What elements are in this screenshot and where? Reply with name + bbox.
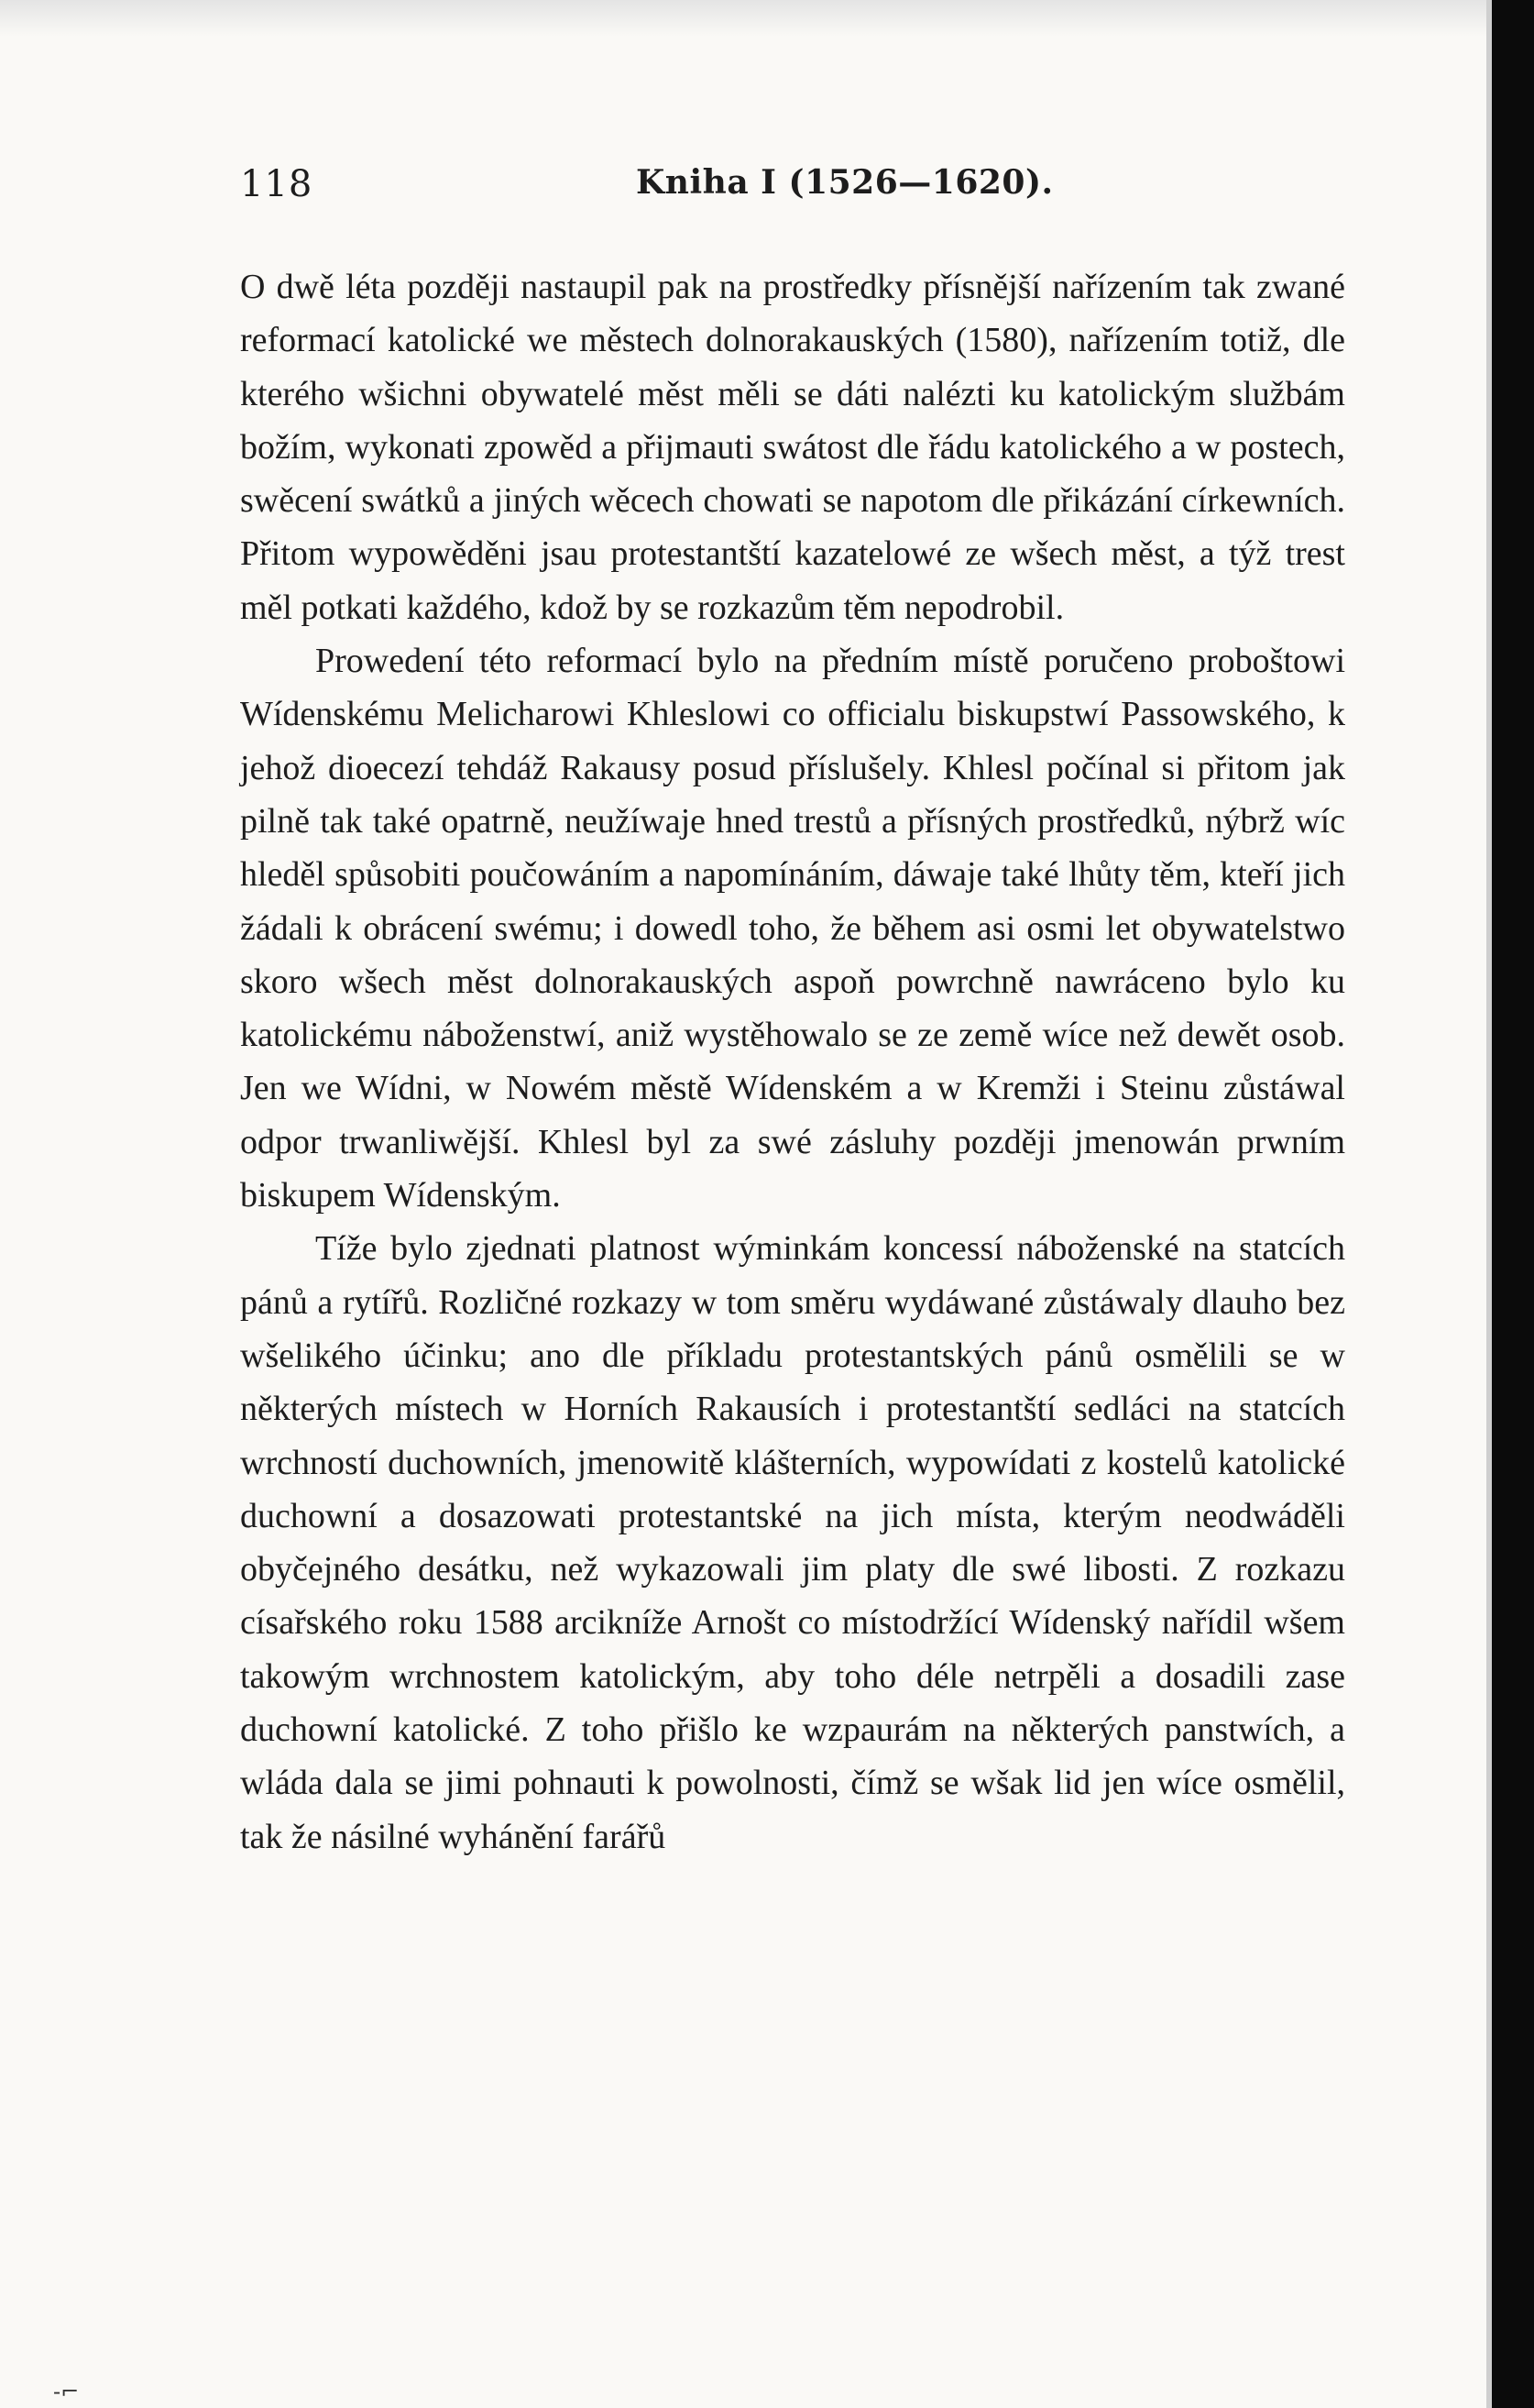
running-title: Kniha I (1526—1620). bbox=[636, 163, 1054, 202]
body-text bbox=[240, 260, 1345, 1864]
scan-black-border bbox=[1492, 0, 1534, 2408]
page-header bbox=[0, 163, 1486, 218]
scan-top-shadow bbox=[0, 0, 1486, 37]
paragraph-3: Tíže bylo zjednati platnost wýminkám koncessí náboženské na statcích pánů a rytířů. Rozličné rozkazy w tom směru wydáwané zůstáwaly dlauho bez wšelikého účinku; ano dle příkladu protestantských pánů osmělili se w některých místech w Horních Rakausích i protestantští sedláci na statcích wrchností duchowních, jmenowitě klášterních, wypowídati z kostelů katolické duchowní a dosazowati protestantské na jich místa, kterým neodwáděli obyčejného desátku, než wykazowali jim platy dle swé libosti. Z rozkazu císařského roku 1588 arcikníže Arnošt co místodržící Wídenský nařídil wšem takowým wrchnostem katolickým, aby toho déle netrpěli a dosadili zase duchowní katolické. Z toho přišlo ke wzpaurám na některých panstwích, a wláda dala se jimi pohnauti k powolnosti, čímž se wšak lid jen wíce osmělil, tak že násilné wyhánění farářů bbox=[240, 1229, 1345, 1856]
paragraph-1: O dwě léta později nastaupil pak na prostředky přísnější nařízením tak zwané reformací katolické we městech dolnorakauských (1580), nařízením totiž, dle kterého wšichni obywatelé měst měli se dáti nalézti ku katolickým službám božím, wykonati zpowěd a přijmauti swátost dle řádu katolického a w postech, swěcení swátků a jiných wěcech chowati se napotom dle přikázání církewních. Přitom wypowěděni jsau protestantští kazatelowé ze wšech měst, a týž trest měl potkati každého, kdož by se rozkazům těm nepodrobil. bbox=[240, 268, 1345, 627]
page-number: 118 bbox=[240, 163, 313, 205]
scan-corner-mark: -⌐ bbox=[53, 2379, 80, 2404]
paragraph-2: Prowedení této reformací bylo na předním místě poručeno proboštowi Wídenskému Melicharowi Khleslowi co officialu biskupstwí Passowského, k jehož dioecezí tehdáž Rakausy posud příslušely. Khlesl počínal si přitom jak pilně tak také opatrně, neužíwaje hned trestů a přísných prostředků, nýbrž wíc hleděl spůsobiti poučowáním a napomínáním, dáwaje také lhůty těm, kteří jich žádali k obrácení swému; i dowedl toho, že během asi osmi let obywatelstwo skoro wšech měst dolnorakauských aspoň powrchně nawráceno bylo ku katolickému náboženstwí, aniž wystěhowalo se ze země wíce než dewět osob. Jen we Wídni, w Nowém městě Wídenském a w Kremži i Steinu zůstáwal odpor trwanliwější. Khlesl byl za swé zásluhy později jmenowán prwním biskupem Wídenským. bbox=[240, 642, 1345, 1215]
